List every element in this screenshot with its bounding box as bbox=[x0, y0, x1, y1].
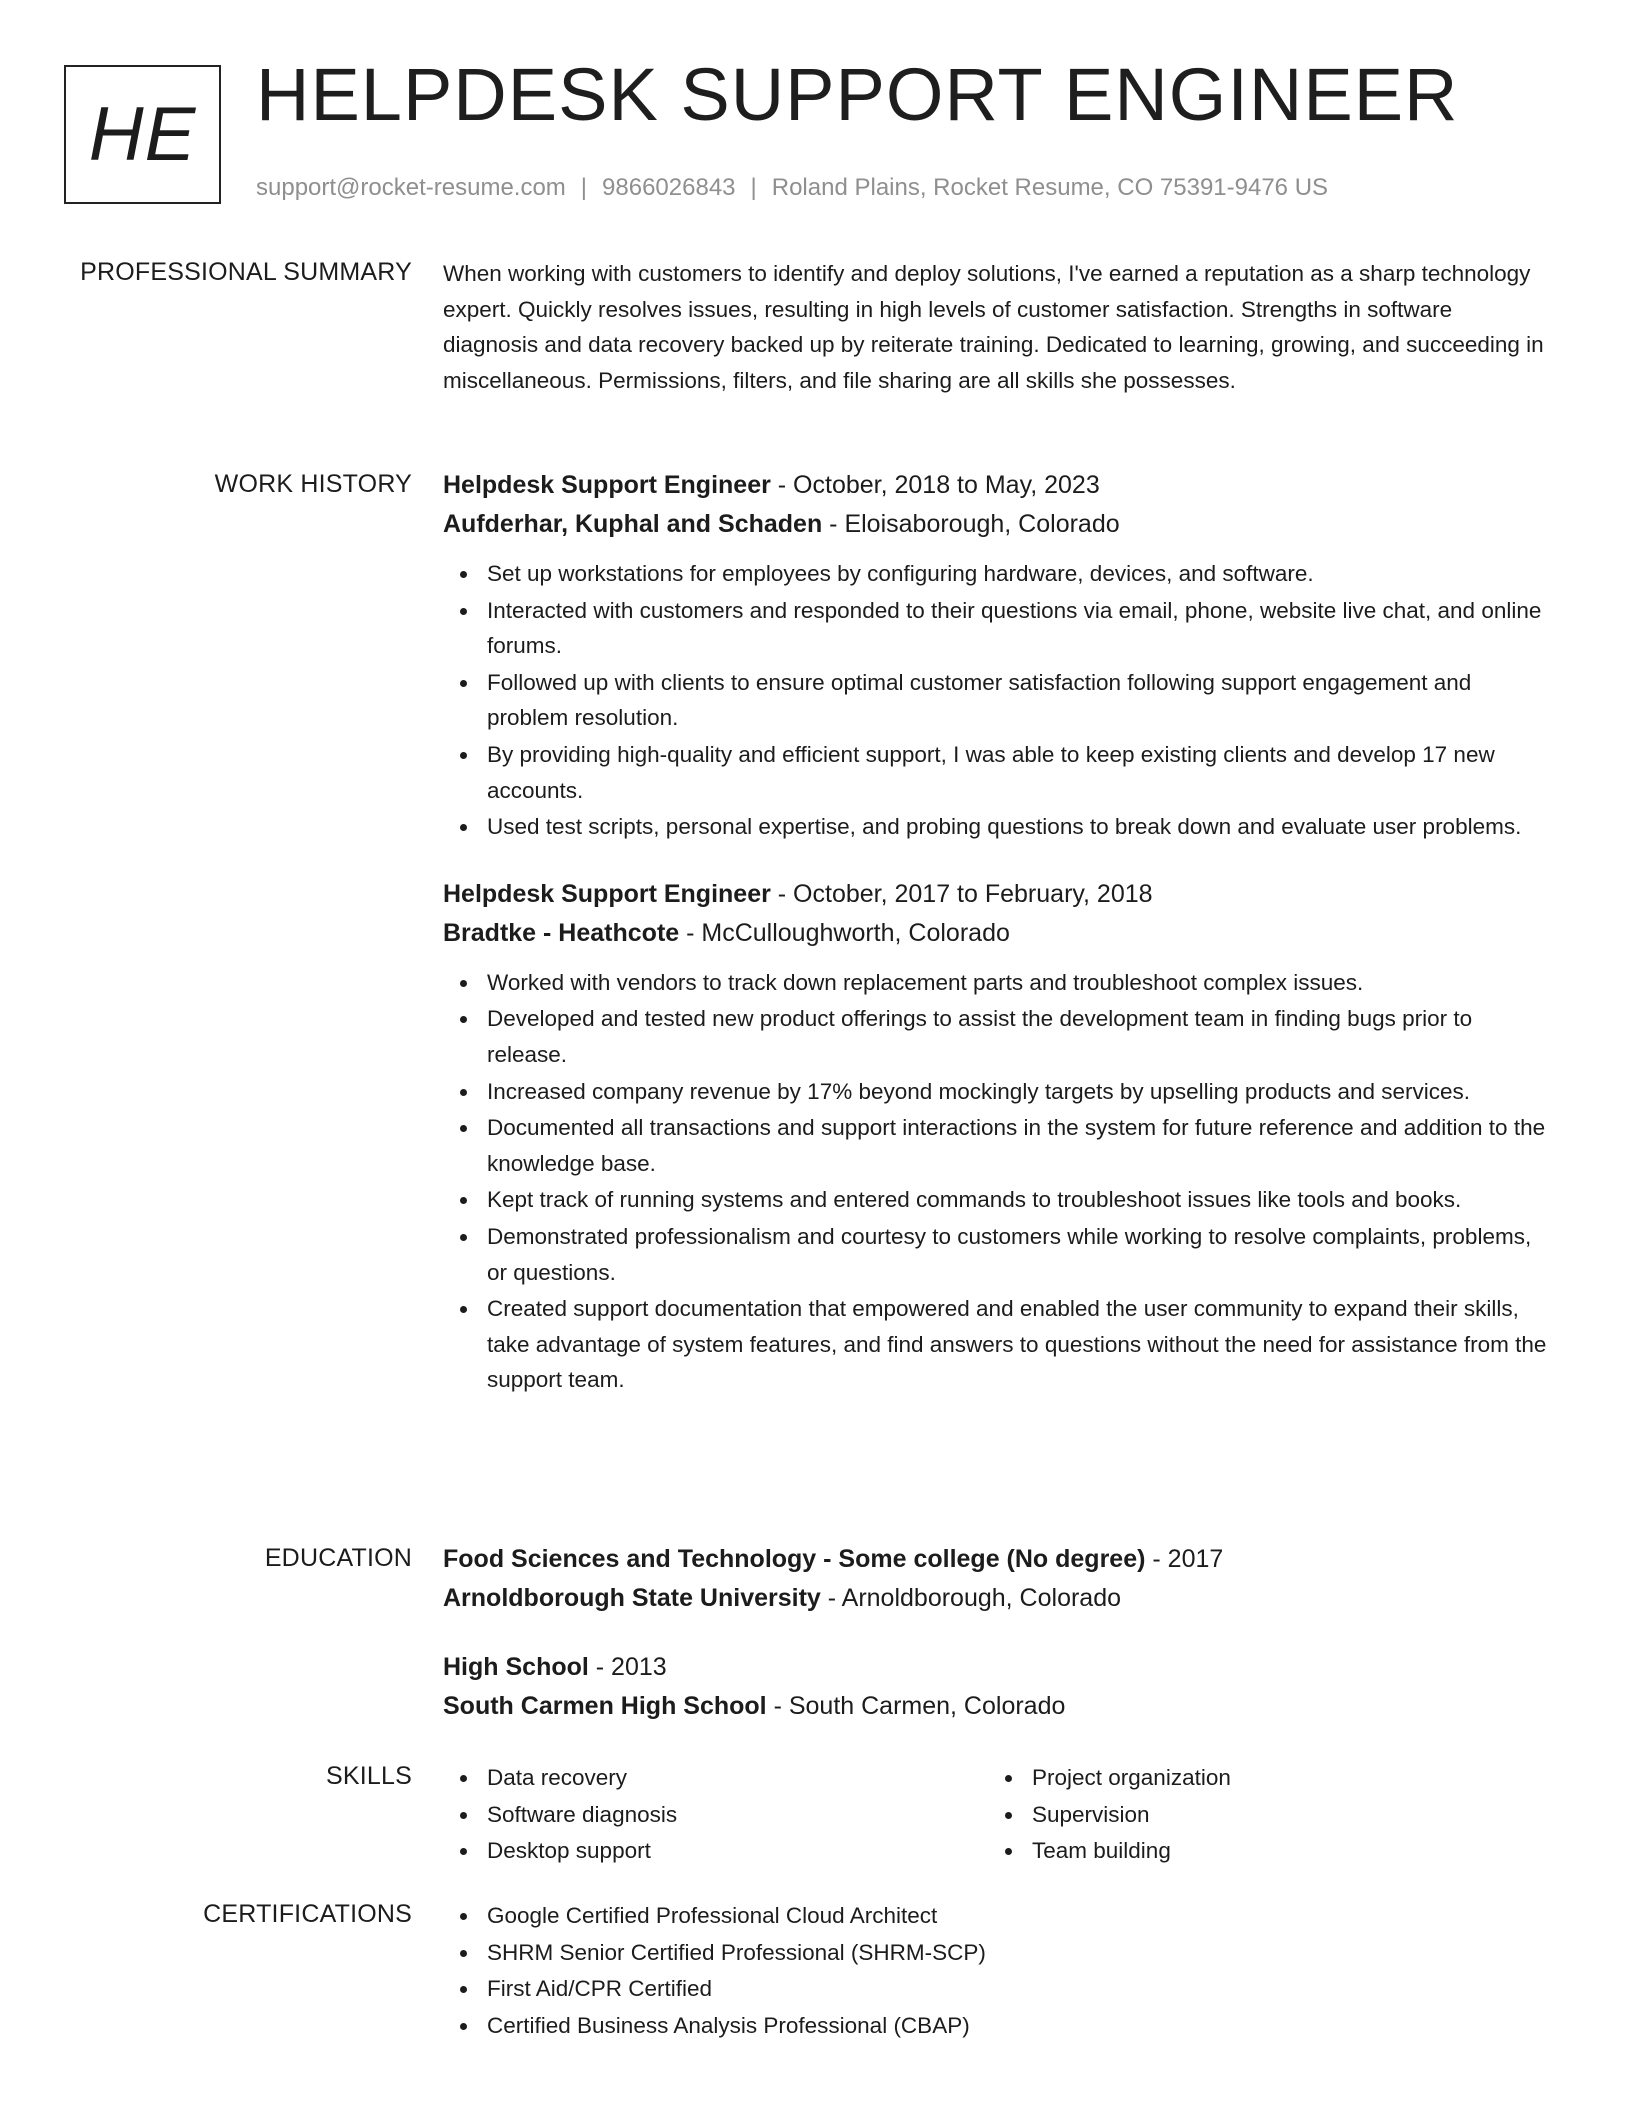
list-item: First Aid/CPR Certified bbox=[487, 1971, 1553, 2007]
list-item: Interacted with customers and responded to their questions via email, phone, website live chat, and online forums. bbox=[487, 593, 1553, 664]
skills-column bbox=[988, 1760, 1533, 1870]
job-company: Bradtke - Heathcote bbox=[443, 918, 680, 947]
section-body bbox=[443, 1760, 1553, 1870]
page-title: HELPDESK SUPPORT ENGINEER bbox=[256, 53, 1459, 136]
list-item: Increased company revenue by 17% beyond mockingly targets by upselling products and services. bbox=[487, 1074, 1553, 1110]
contact-separator: | bbox=[580, 174, 588, 201]
section-heading: SKILLS bbox=[326, 1762, 412, 1790]
section-body bbox=[443, 1540, 1553, 1726]
job-dates: - October, 2018 to May, 2023 bbox=[770, 471, 1100, 499]
education-degree: Food Sciences and Technology - Some college (No degree) bbox=[443, 1545, 1146, 1573]
skills-list bbox=[988, 1760, 1533, 1869]
list-item: Kept track of running systems and entered commands to troubleshoot issues like tools and books. bbox=[487, 1182, 1553, 1218]
list-item: Demonstrated professionalism and courtesy to customers while working to resolve complaints, problems, or questions. bbox=[487, 1219, 1553, 1290]
contact-email[interactable]: support@rocket-resume.com bbox=[256, 174, 566, 201]
job-location: - McCulloughworth, Colorado bbox=[679, 918, 1010, 947]
contact-phone[interactable]: 9866026843 bbox=[602, 174, 736, 201]
job-company-line bbox=[443, 505, 1553, 544]
job-title: Helpdesk Support Engineer bbox=[443, 471, 771, 499]
job-title: Helpdesk Support Engineer bbox=[443, 879, 771, 908]
monogram-badge: HE bbox=[64, 65, 221, 204]
job-location: - Eloisaborough, Colorado bbox=[822, 510, 1120, 538]
contact-address: Roland Plains, Rocket Resume, CO 75391-9476 US bbox=[771, 174, 1329, 201]
education-entry bbox=[443, 1648, 1553, 1726]
list-item: Created support documentation that empowered and enabled the user community to expand their skills, take advantage of system features, and find answers to questions without the need for assistance from the support team. bbox=[487, 1291, 1553, 1398]
job-entry bbox=[443, 875, 1553, 1398]
job-dates: - October, 2017 to February, 2018 bbox=[770, 879, 1153, 908]
list-item: Data recovery bbox=[487, 1760, 988, 1796]
list-item: Set up workstations for employees by configuring hardware, devices, and software. bbox=[487, 556, 1553, 592]
job-title-line bbox=[443, 466, 1553, 505]
list-item: Followed up with clients to ensure optimal customer satisfaction following support engagement and problem resolution. bbox=[487, 665, 1553, 736]
list-item: Software diagnosis bbox=[487, 1797, 988, 1833]
section-body bbox=[443, 1898, 1553, 2044]
education-year: - 2013 bbox=[588, 1653, 667, 1681]
job-bullets bbox=[443, 556, 1553, 845]
list-item: Used test scripts, personal expertise, and probing questions to break down and evaluate user problems. bbox=[487, 809, 1553, 845]
education-year: - 2017 bbox=[1145, 1545, 1224, 1573]
list-item: Desktop support bbox=[487, 1833, 988, 1869]
section-heading: EDUCATION bbox=[264, 1544, 412, 1572]
education-school: South Carmen High School bbox=[443, 1692, 767, 1720]
education-school: Arnoldborough State University bbox=[443, 1584, 821, 1612]
section-body bbox=[443, 466, 1553, 1399]
skills-column bbox=[443, 1760, 988, 1870]
education-entry bbox=[443, 1540, 1553, 1618]
list-item: Team building bbox=[1032, 1833, 1533, 1869]
section-heading: WORK HISTORY bbox=[214, 470, 412, 498]
education-location: - South Carmen, Colorado bbox=[766, 1692, 1066, 1720]
list-item: Certified Business Analysis Professional (CBAP) bbox=[487, 2008, 1553, 2044]
list-item: SHRM Senior Certified Professional (SHRM-SCP) bbox=[487, 1935, 1553, 1971]
education-degree-line bbox=[443, 1540, 1553, 1579]
education-degree-line bbox=[443, 1648, 1553, 1687]
list-item: Developed and tested new product offerings to assist the development team in finding bugs prior to release. bbox=[487, 1001, 1553, 1072]
list-item: Documented all transactions and support interactions in the system for future reference and addition to the knowledge base. bbox=[487, 1110, 1553, 1181]
contact-separator: | bbox=[750, 174, 757, 201]
job-company: Aufderhar, Kuphal and Schaden bbox=[443, 510, 823, 538]
contact-line bbox=[256, 174, 1328, 202]
education-degree: High School bbox=[443, 1653, 589, 1681]
skills-grid bbox=[443, 1760, 1553, 1870]
job-company-line bbox=[443, 914, 1553, 953]
summary-text: When working with customers to identify and deploy solutions, I've earned a reputation as a sharp technology expert. Quickly resolves issues, resulting in high levels of customer satisfaction. Strengths in software diagnosis and data recovery backed up by reiterate training. Dedicated to learning, growing, and succeeding in miscellaneous. Permissions, filters, and file sharing are all skills she possesses. bbox=[443, 261, 1544, 393]
section-heading: CERTIFICATIONS bbox=[203, 1900, 412, 1928]
certifications-list bbox=[443, 1898, 1553, 2043]
job-bullets bbox=[443, 965, 1553, 1398]
list-item: By providing high-quality and efficient support, I was able to keep existing clients and develop 17 new accounts. bbox=[487, 737, 1553, 808]
list-item: Project organization bbox=[1032, 1760, 1533, 1796]
list-item: Worked with vendors to track down replacement parts and troubleshoot complex issues. bbox=[487, 965, 1553, 1001]
job-title-line bbox=[443, 875, 1553, 914]
education-school-line bbox=[443, 1687, 1553, 1726]
skills-list bbox=[443, 1760, 988, 1869]
job-entry bbox=[443, 466, 1553, 845]
list-item: Supervision bbox=[1032, 1797, 1533, 1833]
education-location: - Arnoldborough, Colorado bbox=[820, 1584, 1122, 1612]
section-body bbox=[443, 256, 1553, 398]
section-heading: PROFESSIONAL SUMMARY bbox=[80, 258, 412, 286]
education-school-line bbox=[443, 1579, 1553, 1618]
list-item: Google Certified Professional Cloud Architect bbox=[487, 1898, 1553, 1934]
